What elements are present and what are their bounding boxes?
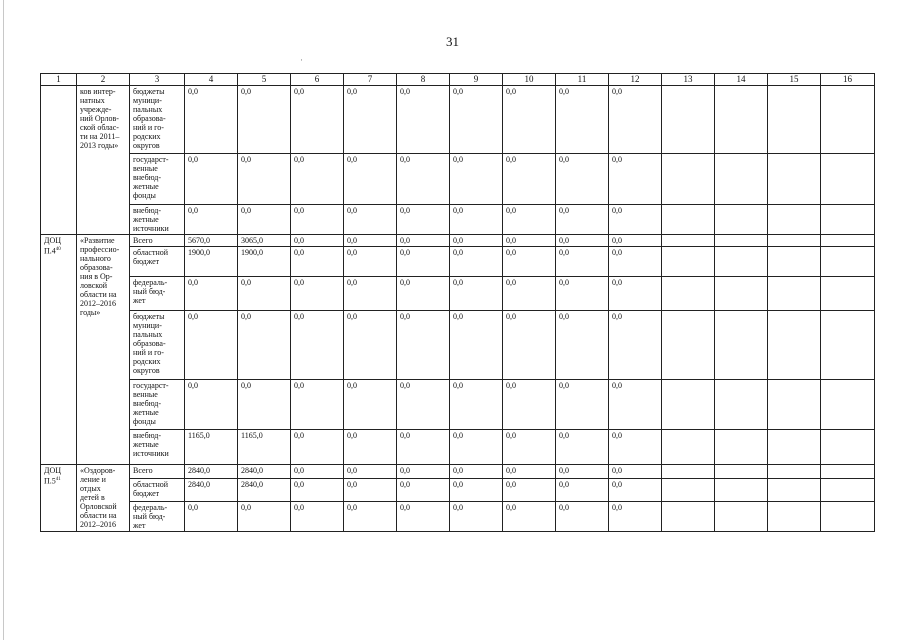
empty-cell [821, 479, 875, 502]
empty-cell [768, 247, 821, 277]
value-cell: 0,0 [609, 86, 662, 154]
empty-cell [768, 154, 821, 205]
value-cell: 0,0 [609, 247, 662, 277]
value-cell: 0,0 [609, 465, 662, 479]
empty-cell [715, 86, 768, 154]
table-row [41, 430, 875, 465]
table-row [41, 235, 875, 247]
value-cell: 0,0 [609, 479, 662, 502]
value-cell: 0,0 [450, 502, 503, 532]
value-cell: 1165,0 [185, 430, 238, 465]
value-cell: 2840,0 [238, 465, 291, 479]
table-row [41, 479, 875, 502]
value-cell: 0,0 [397, 154, 450, 205]
value-cell: 0,0 [344, 479, 397, 502]
value-cell: 0,0 [609, 205, 662, 235]
value-cell: 2840,0 [185, 465, 238, 479]
header-row [41, 74, 875, 86]
column-header-14: 14 [715, 74, 768, 86]
column-header-16: 16 [821, 74, 875, 86]
value-cell: 0,0 [291, 465, 344, 479]
value-cell: 0,0 [185, 277, 238, 311]
scan-mark: · [300, 55, 303, 65]
empty-cell [821, 154, 875, 205]
program-code [41, 86, 77, 235]
value-cell: 0,0 [291, 86, 344, 154]
empty-cell [821, 86, 875, 154]
table-row [41, 311, 875, 380]
funding-source: федераль- ный бюд- жет [130, 277, 185, 311]
value-cell: 0,0 [185, 86, 238, 154]
funding-source: областной бюджет [130, 247, 185, 277]
value-cell: 0,0 [238, 154, 291, 205]
empty-cell [662, 205, 715, 235]
value-cell: 0,0 [291, 380, 344, 430]
funding-source: областной бюджет [130, 479, 185, 502]
value-cell: 0,0 [503, 430, 556, 465]
column-header-6: 6 [291, 74, 344, 86]
empty-cell [821, 502, 875, 532]
value-cell: 0,0 [450, 86, 503, 154]
empty-cell [768, 235, 821, 247]
program-name: «Развитие профессио- нального образова- ния в Ор- ловской области на 2012–2016 годы» [77, 235, 130, 465]
value-cell: 0,0 [503, 247, 556, 277]
empty-cell [715, 205, 768, 235]
value-cell: 0,0 [609, 430, 662, 465]
funding-source: внебюд- жетные источники [130, 430, 185, 465]
value-cell: 0,0 [556, 311, 609, 380]
value-cell: 0,0 [556, 205, 609, 235]
value-cell: 2840,0 [185, 479, 238, 502]
value-cell: 0,0 [397, 479, 450, 502]
value-cell: 0,0 [344, 277, 397, 311]
empty-cell [768, 311, 821, 380]
funding-source: бюджеты муници- пальных образова- ний и го- родских округов [130, 86, 185, 154]
value-cell: 0,0 [344, 235, 397, 247]
value-cell: 0,0 [556, 502, 609, 532]
empty-cell [768, 380, 821, 430]
value-cell: 0,0 [450, 235, 503, 247]
table-row [41, 86, 875, 154]
column-header-1: 1 [41, 74, 77, 86]
empty-cell [662, 247, 715, 277]
empty-cell [662, 502, 715, 532]
value-cell: 0,0 [291, 154, 344, 205]
empty-cell [715, 380, 768, 430]
column-header-10: 10 [503, 74, 556, 86]
empty-cell [768, 430, 821, 465]
value-cell: 0,0 [450, 154, 503, 205]
value-cell: 0,0 [185, 311, 238, 380]
value-cell: 0,0 [291, 311, 344, 380]
value-cell: 0,0 [344, 380, 397, 430]
program-code: ДОЦ $П.4^{40}$ [41, 235, 77, 465]
empty-cell [662, 235, 715, 247]
value-cell: 0,0 [238, 380, 291, 430]
column-header-4: 4 [185, 74, 238, 86]
value-cell: 0,0 [450, 465, 503, 479]
column-header-8: 8 [397, 74, 450, 86]
value-cell: 0,0 [185, 502, 238, 532]
value-cell: 0,0 [238, 86, 291, 154]
value-cell: 0,0 [238, 311, 291, 380]
funding-source: Всего [130, 465, 185, 479]
value-cell: 0,0 [291, 235, 344, 247]
empty-cell [715, 465, 768, 479]
value-cell: 0,0 [450, 247, 503, 277]
value-cell: 0,0 [185, 154, 238, 205]
value-cell: 0,0 [450, 380, 503, 430]
empty-cell [768, 479, 821, 502]
value-cell: 0,0 [397, 235, 450, 247]
value-cell: 0,0 [397, 465, 450, 479]
column-header-11: 11 [556, 74, 609, 86]
empty-cell [768, 277, 821, 311]
value-cell: 0,0 [397, 380, 450, 430]
scan-edge [3, 0, 4, 640]
value-cell: 0,0 [291, 205, 344, 235]
value-cell: 0,0 [291, 502, 344, 532]
empty-cell [715, 311, 768, 380]
funding-source: Всего [130, 235, 185, 247]
column-header-5: 5 [238, 74, 291, 86]
empty-cell [715, 235, 768, 247]
value-cell: 0,0 [503, 380, 556, 430]
value-cell: 0,0 [397, 86, 450, 154]
value-cell: 2840,0 [238, 479, 291, 502]
table-row [41, 380, 875, 430]
program-name: «Оздоров- ление и отдых детей в Орловской области на 2012–2016 [77, 465, 130, 532]
funding-source: внебюд- жетные источники [130, 205, 185, 235]
funding-source: государст- венные внебюд- жетные фонды [130, 154, 185, 205]
empty-cell [821, 430, 875, 465]
value-cell: 0,0 [450, 205, 503, 235]
value-cell: 0,0 [450, 479, 503, 502]
value-cell: 0,0 [344, 205, 397, 235]
empty-cell [715, 154, 768, 205]
table-row [41, 277, 875, 311]
value-cell: 0,0 [609, 277, 662, 311]
value-cell: 0,0 [397, 430, 450, 465]
empty-cell [662, 380, 715, 430]
empty-cell [821, 277, 875, 311]
table-row [41, 247, 875, 277]
value-cell: 0,0 [344, 502, 397, 532]
value-cell: 0,0 [503, 311, 556, 380]
empty-cell [662, 479, 715, 502]
table-row [41, 502, 875, 532]
value-cell: 0,0 [503, 205, 556, 235]
value-cell: 0,0 [503, 86, 556, 154]
empty-cell [662, 430, 715, 465]
empty-cell [715, 247, 768, 277]
program-name: ков интер- натных учрежде- ний Орлов- ской облас- ти на 2011– 2013 годы» [77, 86, 130, 235]
empty-cell [821, 205, 875, 235]
value-cell: 0,0 [397, 205, 450, 235]
value-cell: 0,0 [291, 479, 344, 502]
value-cell: 0,0 [556, 277, 609, 311]
value-cell: 0,0 [556, 465, 609, 479]
empty-cell [768, 465, 821, 479]
value-cell: 0,0 [397, 277, 450, 311]
empty-cell [662, 154, 715, 205]
value-cell: 0,0 [503, 502, 556, 532]
value-cell: 0,0 [609, 502, 662, 532]
funding-source: бюджеты муници- пальных образова- ний и го- родских округов [130, 311, 185, 380]
column-header-13: 13 [662, 74, 715, 86]
empty-cell [768, 86, 821, 154]
empty-cell [662, 277, 715, 311]
value-cell: 0,0 [344, 430, 397, 465]
empty-cell [662, 86, 715, 154]
value-cell: 0,0 [609, 311, 662, 380]
value-cell: 0,0 [238, 502, 291, 532]
value-cell: 0,0 [291, 247, 344, 277]
empty-cell [821, 311, 875, 380]
value-cell: 0,0 [556, 247, 609, 277]
value-cell: 0,0 [397, 247, 450, 277]
program-code: ДОЦ $П.5^{41}$ [41, 465, 77, 532]
value-cell: 0,0 [344, 465, 397, 479]
column-header-9: 9 [450, 74, 503, 86]
empty-cell [821, 465, 875, 479]
column-header-7: 7 [344, 74, 397, 86]
value-cell: 0,0 [291, 430, 344, 465]
page-number: 31 [446, 34, 459, 49]
empty-cell [715, 502, 768, 532]
empty-cell [715, 430, 768, 465]
value-cell: 1900,0 [185, 247, 238, 277]
footnote-ref: 40 [55, 247, 61, 252]
empty-cell [662, 311, 715, 380]
value-cell: 0,0 [503, 235, 556, 247]
value-cell: 5670,0 [185, 235, 238, 247]
budget-table [40, 73, 875, 532]
value-cell: 0,0 [556, 380, 609, 430]
value-cell: 0,0 [344, 154, 397, 205]
value-cell: 0,0 [344, 247, 397, 277]
value-cell: 0,0 [556, 86, 609, 154]
value-cell: 0,0 [503, 154, 556, 205]
empty-cell [715, 277, 768, 311]
value-cell: 3065,0 [238, 235, 291, 247]
value-cell: 0,0 [609, 235, 662, 247]
value-cell: 0,0 [556, 154, 609, 205]
value-cell: 0,0 [397, 311, 450, 380]
empty-cell [821, 247, 875, 277]
value-cell: 0,0 [185, 205, 238, 235]
empty-cell [821, 235, 875, 247]
value-cell: 0,0 [609, 380, 662, 430]
column-header-3: 3 [130, 74, 185, 86]
value-cell: 0,0 [185, 380, 238, 430]
value-cell: 0,0 [238, 205, 291, 235]
footnote-ref: 41 [55, 477, 61, 482]
empty-cell [821, 380, 875, 430]
value-cell: 0,0 [238, 277, 291, 311]
funding-source: государст- венные внебюд- жетные фонды [130, 380, 185, 430]
table-row [41, 465, 875, 479]
column-header-12: 12 [609, 74, 662, 86]
empty-cell [715, 479, 768, 502]
value-cell: 0,0 [503, 479, 556, 502]
value-cell: 0,0 [450, 277, 503, 311]
table-row [41, 205, 875, 235]
value-cell: 0,0 [503, 277, 556, 311]
value-cell: 0,0 [556, 430, 609, 465]
value-cell: 0,0 [344, 311, 397, 380]
empty-cell [768, 205, 821, 235]
funding-source: федераль- ный бюд- жет [130, 502, 185, 532]
value-cell: 0,0 [397, 502, 450, 532]
value-cell: 0,0 [450, 311, 503, 380]
value-cell: 0,0 [609, 154, 662, 205]
column-header-15: 15 [768, 74, 821, 86]
empty-cell [662, 465, 715, 479]
value-cell: 1165,0 [238, 430, 291, 465]
value-cell: 1900,0 [238, 247, 291, 277]
column-header-2: 2 [77, 74, 130, 86]
value-cell: 0,0 [450, 430, 503, 465]
value-cell: 0,0 [291, 277, 344, 311]
value-cell: 0,0 [556, 235, 609, 247]
empty-cell [768, 502, 821, 532]
value-cell: 0,0 [556, 479, 609, 502]
value-cell: 0,0 [344, 86, 397, 154]
table-row [41, 154, 875, 205]
value-cell: 0,0 [503, 465, 556, 479]
